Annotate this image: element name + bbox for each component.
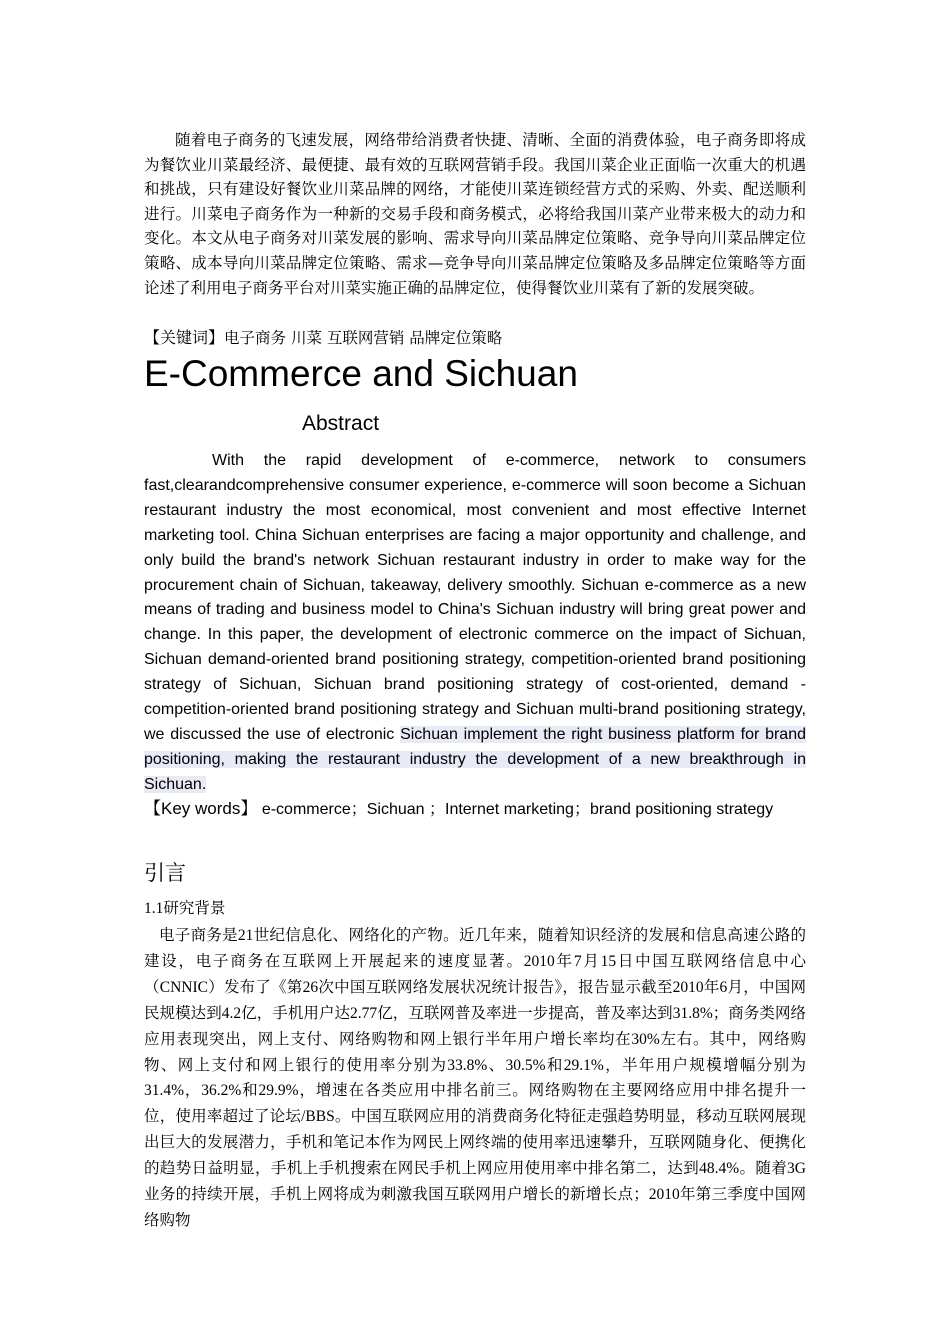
chinese-keywords-label: 【关键词】	[144, 328, 225, 347]
english-abstract-highlighted-text: Sichuan implement the right business platform for brand positioning, making the restaurant industry the development of a new breakthrough in Sichuan.	[144, 725, 806, 793]
section-heading-introduction: 引言	[144, 861, 186, 885]
chinese-abstract: 随着电子商务的飞速发展，网络带给消费者快捷、清晰、全面的消费体验，电子商务即将成为餐饮业川菜最经济、最便捷、最有效的互联网营销手段。我国川菜企业正面临一次重大的机遇和挑战，只有建设好餐饮业川菜品牌的网络，才能使川菜连锁经营方式的采购、外卖、配送顺利进行。川菜电子商务作为一种新的交易手段和商务模式，必将给我国川菜产业带来极大的动力和变化。本文从电子商务对川菜发展的影响、需求导向川菜品牌定位策略、竞争导向川菜品牌定位策略、成本导向川菜品牌定位策略、需求—竞争导向川菜品牌定位策略及多品牌定位策略等方面论述了利用电子商务平台对川菜实施正确的品牌定位，使得餐饮业川菜有了新的发展突破。	[144, 131, 806, 297]
subsection-heading-background: 1.1研究背景	[144, 900, 226, 917]
english-keywords-text: e-commerce；Sichuan ；Internet marketing；brand positioning strategy	[257, 801, 774, 818]
chinese-keywords	[144, 326, 806, 350]
english-keywords	[144, 797, 806, 823]
body-paragraph: 电子商务是21世纪信息化、网络化的产物。近几年来，随着知识经济的发展和信息高速公路的建设，电子商务在互联网上开展起来的速度显著。2010年7月15日中国互联网络信息中心（CNNIC）发布了《第26次中国互联网络发展状况统计报告》，报告显示截至2010年6月，中国网民规模达到4.2亿，手机用户达2.77亿，互联网普及率进一步提高，普及率达到31.8%；商务类网络应用表现突出，网上支付、网络购物和网上银行半年用户增长率均在30%左右。其中，网络购物、网上支付和网上银行的使用率分别为33.8%、30.5%和29.1%，半年用户规模增幅分别为31.4%，36.2%和29.9%，增速在各类应用中排名前三。网络购物在主要网络应用中排名提升一位，使用率超过了论坛/BBS。中国互联网应用的消费商务化特征走强趋势明显，移动互联网展现出巨大的发展潜力，手机和笔记本作为网民上网终端的使用率迅速攀升，互联网随身化、便携化的趋势日益明显，手机上手机搜索在网民手机上网应用使用率中排名第二，达到48.4%。随着3G业务的持续开展，手机上网将成为刺激我国互联网用户增长的新增长点；2010年第三季度中国网络购物	[144, 927, 806, 1229]
english-keywords-label: 【Key words】	[144, 799, 258, 818]
english-title: E-Commerce and Sichuan	[144, 353, 578, 394]
english-abstract-text: With the rapid development of e-commerce, network to consumers fast,clearandcomprehensive consumer experience, e-commerce will soon become a Sichuan restaurant industry the most economical, most convenient and most effective Internet marketing tool. China Sichuan enterprises are facing a major opportunity and challenge, and only build the brand's network Sichuan restaurant industry in order to make way for the procurement chain of Sichuan, takeaway, delivery smoothly. Sichuan e-commerce as a new means of trading and business model to China's Sichuan industry will bring great power and change. In this paper, the development of electronic commerce on the impact of Sichuan, Sichuan demand-oriented brand positioning strategy, competition-oriented brand positioning strategy of Sichuan, Sichuan brand positioning strategy of cost-oriented, demand - competition-oriented brand positioning strategy and Sichuan multi-brand positioning strategy, we discussed the use of electronic	[144, 452, 806, 743]
chinese-keywords-text: 电子商务 川菜 互联网营销 品牌定位策略	[224, 329, 503, 347]
english-abstract-heading: Abstract	[302, 412, 380, 435]
english-abstract	[144, 449, 806, 798]
